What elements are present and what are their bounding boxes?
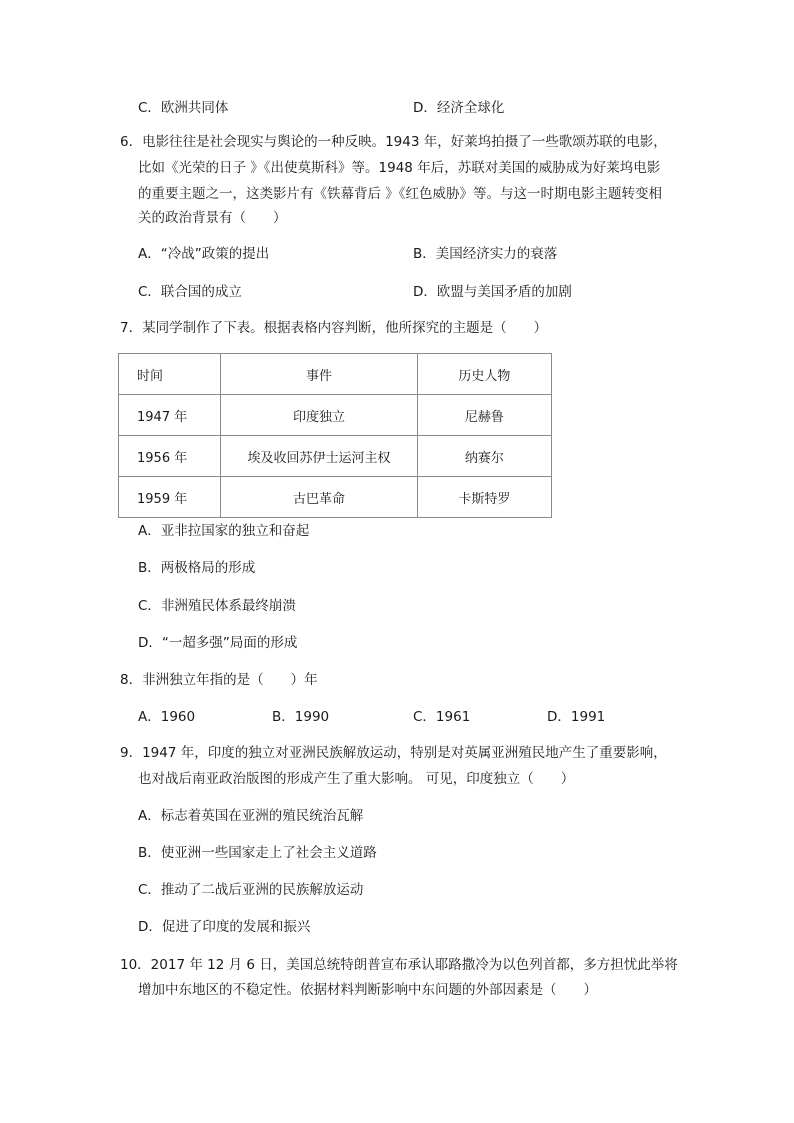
table-header-cell: 时间: [119, 354, 221, 395]
q8-option-a: A．1960: [138, 709, 196, 725]
q8-option-c: C．1961: [413, 709, 471, 725]
table-cell: 印度独立: [221, 395, 418, 436]
q6-option-d: D．欧盟与美国矛盾的加剧: [413, 284, 572, 300]
q10-stem-line-1: 10．2017 年 12 月 6 日，美国总统特朗普宣布承认耶路撒冷为以色列首都，多方担忧此举将: [120, 957, 678, 973]
table-header-row: [119, 354, 552, 395]
q8-stem: 8．非洲独立年指的是（ ）年: [120, 672, 318, 688]
q6-stem-line-2: 比如《光荣的日子 》《出使莫斯科》等。1948 年后，苏联对美国的威胁成为好莱坞电影: [138, 160, 661, 176]
table-row: [119, 395, 552, 436]
q10-stem-line-2: 增加中东地区的不稳定性。依据材料判断影响中东问题的外部因素是（ ）: [138, 982, 597, 998]
table-cell: 纳赛尔: [417, 436, 551, 477]
q7-option-d: D．“一超多强”局面的形成: [138, 635, 298, 651]
q6-option-c: C．联合国的成立: [138, 284, 242, 300]
table-cell: 1956 年: [119, 436, 221, 477]
q9-option-c: C．推动了二战后亚洲的民族解放运动: [138, 882, 364, 898]
q8-option-d: D．1991: [547, 709, 606, 725]
table-cell: 卡斯特罗: [417, 477, 551, 518]
table-header-cell: 事件: [221, 354, 418, 395]
q9-stem-line-2: 也对战后南亚政治版图的形成产生了重大影响。 可见，印度独立（ ）: [138, 771, 575, 787]
q8-option-b: B．1990: [272, 709, 330, 725]
q9-option-a: A．标志着英国在亚洲的殖民统治瓦解: [138, 808, 364, 824]
q6-stem-line-3: 的重要主题之一，这类影片有《铁幕背后 》《红色威胁》等。与这一时期电影主题转变相: [138, 186, 663, 202]
table-row: [119, 477, 552, 518]
q6-option-b: B．美国经济实力的衰落: [413, 246, 558, 262]
q9-stem-line-1: 9．1947 年，印度的独立对亚洲民族解放运动，特别是对英属亚洲殖民地产生了重要影响，: [120, 745, 667, 761]
q7-option-b: B．两极格局的形成: [138, 560, 256, 576]
q6-option-a: A．“冷战”政策的提出: [138, 246, 270, 262]
q9-option-d: D．促进了印度的发展和振兴: [138, 919, 311, 935]
q7-option-c: C．非洲殖民体系最终崩溃: [138, 598, 296, 614]
table-cell: 1959 年: [119, 477, 221, 518]
q6-stem-line-1: 6．电影往往是社会现实与舆论的一种反映。1943 年，好莱坞拍摄了一些歌颂苏联的电影，: [120, 134, 667, 150]
table-row: [119, 436, 552, 477]
q7-table: [118, 353, 552, 518]
table-cell: 埃及收回苏伊士运河主权: [221, 436, 418, 477]
q9-option-b: B．使亚洲一些国家走上了社会主义道路: [138, 845, 377, 861]
q7-stem: 7．某同学制作了下表。根据表格内容判断，他所探究的主题是（ ）: [120, 320, 548, 336]
table-cell: 尼赫鲁: [417, 395, 551, 436]
table-cell: 1947 年: [119, 395, 221, 436]
q7-option-a: A．亚非拉国家的独立和奋起: [138, 523, 310, 539]
q5-option-d: D．经济全球化: [413, 100, 505, 116]
table-cell: 古巴革命: [221, 477, 418, 518]
table-header-cell: 历史人物: [417, 354, 551, 395]
q5-option-c: C．欧洲共同体: [138, 100, 229, 116]
q6-stem-line-4: 关的政治背景有（ ）: [138, 210, 287, 226]
